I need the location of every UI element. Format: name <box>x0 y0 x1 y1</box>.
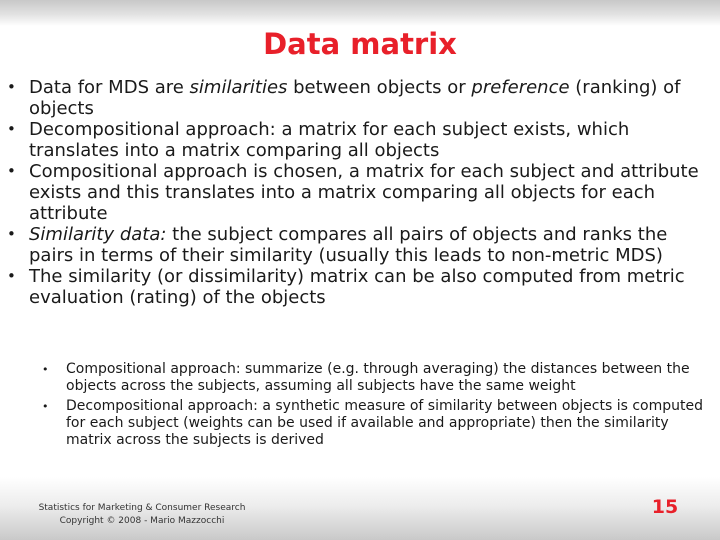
emphasis-similarities: similarities <box>189 77 288 98</box>
bullet-icon: • <box>7 267 16 285</box>
bullet-icon: • <box>7 78 16 96</box>
bullet-item: • Data for MDS are similarities between objects or preference (ranking) of objects <box>7 77 681 119</box>
main-bullet-list <box>6 77 712 308</box>
bullet-icon: • <box>7 225 16 243</box>
footer-line-1: Statistics for Marketing & Consumer Research <box>38 503 246 513</box>
footer-line-2: Copyright © 2008 - Mario Mazzocchi <box>59 516 225 526</box>
bullet-icon: • <box>7 162 16 180</box>
sub-bullet-item: • Compositional approach: summarize (e.g. through averaging) the distances between the objects across the subjects, assuming all subjects have the same weight <box>42 361 690 394</box>
bullet-item: • Compositional approach is chosen, a matrix for each subject and attribute exists and this translates into a matrix comparing all objects for each attribute <box>7 161 699 224</box>
bullet-item: • Similarity data: the subject compares all pairs of objects and ranks the pairs in terms of their similarity (usually this leads to non-metric MDS) <box>7 224 668 266</box>
emphasis-similarity-data: Similarity data: <box>29 224 167 245</box>
bullet-item: • The similarity (or dissimilarity) matrix can be also computed from metric evaluation (rating) of the objects <box>7 266 685 308</box>
slide-title: Data matrix <box>263 27 457 61</box>
sub-bullet-item: • Decompositional approach: a synthetic measure of similarity between objects is computed for each subject (weights can be used if available and appropriate) then the similarity matrix across the subjects is derived <box>42 398 703 448</box>
sub-bullet-list <box>40 361 716 449</box>
sub-bullet-icon: • <box>42 363 49 376</box>
bullet-item: • Decompositional approach: a matrix for each subject exists, which translates into a matrix comparing all objects <box>7 119 630 161</box>
sub-bullet-icon: • <box>42 400 49 413</box>
page-number: 15 <box>651 496 679 518</box>
emphasis-preference: preference <box>471 77 570 98</box>
footer-credit <box>32 502 252 528</box>
bullet-icon: • <box>7 120 16 138</box>
top-gradient-bar <box>0 0 720 26</box>
